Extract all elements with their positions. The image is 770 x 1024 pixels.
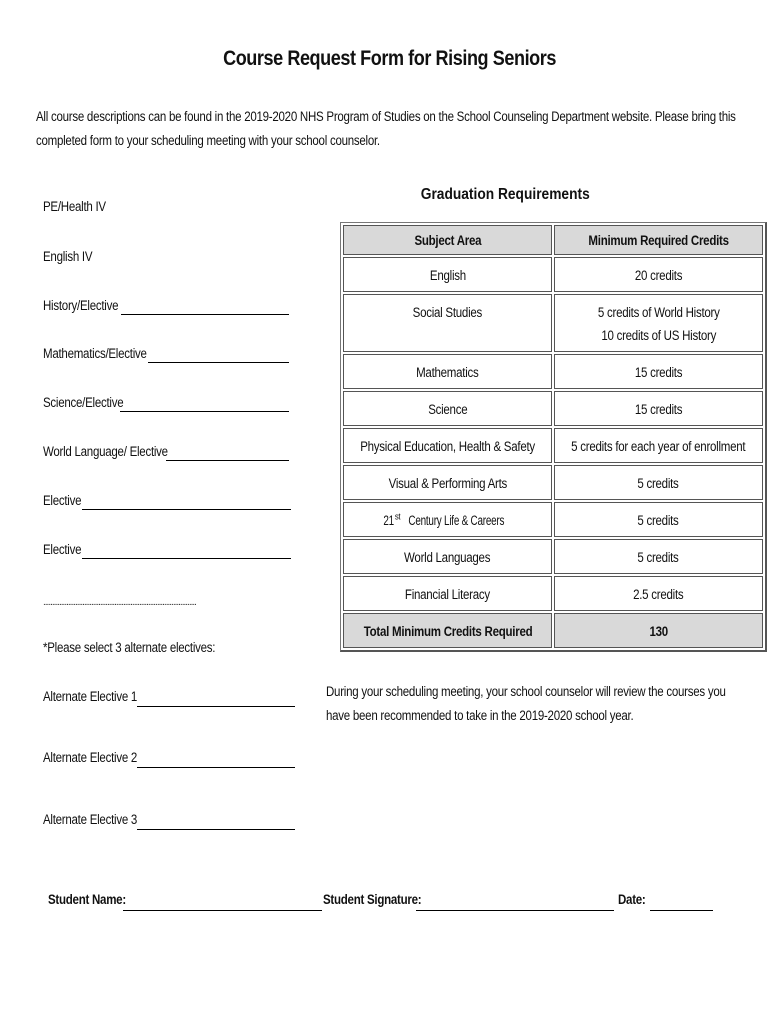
subject-cell: English [343,257,552,292]
world-language-input-line[interactable] [166,460,289,461]
field-english: English IV [43,249,93,264]
page-title: Course Request Form for Rising Seniors [223,47,557,70]
review-note: During your scheduling meeting, your school counselor will review the courses you have been recommended to take in the 2019-2020 school year. [326,684,726,723]
table-row [343,465,763,500]
credits-cell: 15 credits [554,354,763,389]
student-name-label: Student Name: [48,892,126,907]
subject-cell: World Languages [343,539,552,574]
field-elective1-label: Elective [43,493,82,508]
alt-elective2-input-line[interactable] [137,767,295,768]
field-math-label: Mathematics/Elective [43,346,147,361]
credits-cell: 20 credits [554,257,763,292]
student-signature-label: Student Signature: [323,892,422,907]
table-row [343,257,763,292]
student-signature-input-line[interactable] [416,910,614,911]
date-label: Date: [618,892,646,907]
credits-cell: 5 credits [554,465,763,500]
science-input-line[interactable] [120,411,289,412]
math-input-line[interactable] [148,362,289,363]
table-row [343,502,763,537]
alt-elective2-label: Alternate Elective 2 [43,750,138,765]
subject-cell: 21stCentury Life & Careers [343,502,552,537]
header-subject-area: Subject Area [343,225,552,255]
student-name-input-line[interactable] [123,910,322,911]
subject-cell: Financial Literacy [343,576,552,611]
elective2-input-line[interactable] [82,558,291,559]
field-elective2-label: Elective [43,542,82,557]
table-row [343,354,763,389]
alternates-note: *Please select 3 alternate electives: [43,640,216,655]
subject-cell: Physical Education, Health & Safety [343,428,552,463]
table-row [343,576,763,611]
credits-cell: 5 credits for each year of enrollment [554,428,763,463]
table-row [343,391,763,426]
subject-cell: Science [343,391,552,426]
intro-paragraph: All course descriptions can be found in the 2019-2020 NHS Program of Studies on the School Counseling Department website. Please bring this completed form to your scheduling meeting with your school counselor. [36,109,736,148]
alt-elective3-label: Alternate Elective 3 [43,812,138,827]
alt-elective1-label: Alternate Elective 1 [43,689,138,704]
date-input-line[interactable] [650,910,713,911]
alt-elective1-input-line[interactable] [137,706,295,707]
history-input-line[interactable] [121,314,289,315]
table-total-row [343,613,763,648]
total-label-cell: Total Minimum Credits Required [343,613,552,648]
credits-cell: 5 credits of World History 10 credits of US History [554,294,763,352]
elective1-input-line[interactable] [82,509,291,510]
subject-cell: Visual & Performing Arts [343,465,552,500]
credits-cell: 5 credits [554,539,763,574]
credits-cell: 15 credits [554,391,763,426]
alt-elective3-input-line[interactable] [137,829,295,830]
total-value-cell: 130 [554,613,763,648]
table-header-row [343,225,763,255]
table-row [343,539,763,574]
graduation-requirements-table [340,222,767,652]
subject-cell: Social Studies [343,294,552,352]
header-min-credits: Minimum Required Credits [554,225,763,255]
table-row [343,428,763,463]
credits-cell: 5 credits [554,502,763,537]
field-world-language-label: World Language/ Elective [43,444,168,459]
graduation-requirements-title: Graduation Requirements [420,186,590,203]
field-history-label: History/Elective [43,298,119,313]
field-science-label: Science/Elective [43,395,124,410]
field-pe-health: PE/Health IV [43,199,106,214]
table-row [343,294,763,352]
credits-cell: 2.5 credits [554,576,763,611]
dotted-line: ...................................................................................... [43,597,196,608]
subject-cell: Mathematics [343,354,552,389]
